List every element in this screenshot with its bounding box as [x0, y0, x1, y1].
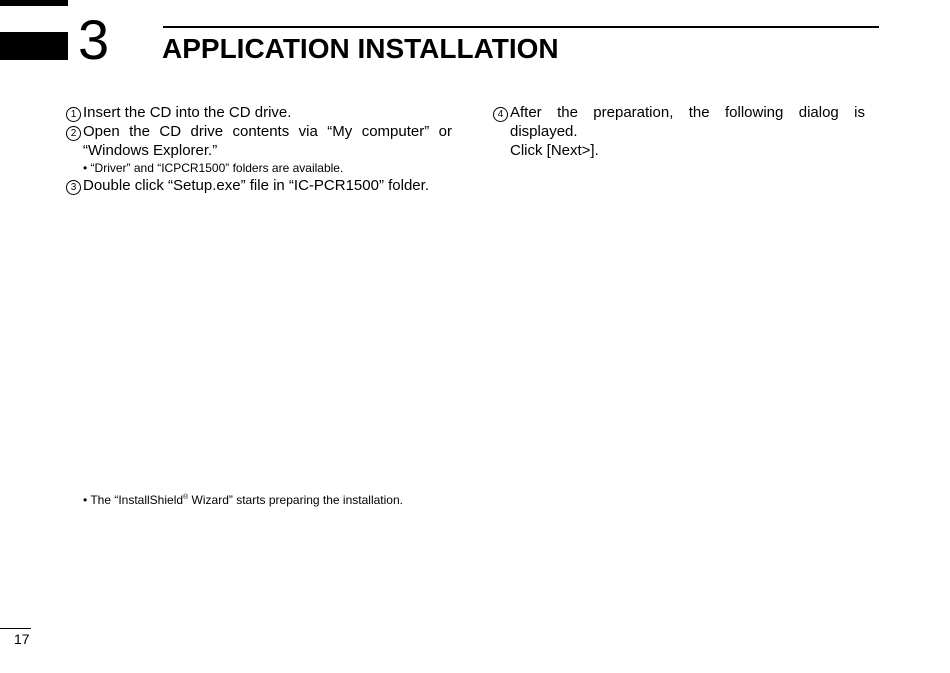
- step-number: 2: [66, 122, 83, 141]
- header-rule: [163, 26, 879, 28]
- step-4: [493, 103, 865, 160]
- left-column: [66, 103, 452, 195]
- footer-rule: [0, 628, 31, 629]
- page-title: APPLICATION INSTALLATION: [162, 33, 559, 64]
- page-number: 17: [14, 631, 30, 647]
- step-text: Insert the CD into the CD drive.: [83, 104, 292, 121]
- step-text: Double click “Setup.exe” file in “IC-PCR1500” folder.: [83, 177, 429, 194]
- right-column: [493, 103, 865, 160]
- step-1: [66, 103, 452, 122]
- step-number: 3: [66, 176, 83, 195]
- chapter-tab-marker: [0, 32, 68, 60]
- chapter-tab-top: [0, 0, 68, 6]
- step-2: [66, 122, 452, 160]
- step-number: 1: [66, 103, 83, 122]
- step-number: 4: [493, 103, 510, 122]
- step-text: After the preparation, the following dialog is displayed. Click [Next>].: [510, 104, 865, 159]
- chapter-number: 3: [78, 8, 110, 71]
- note-folders: • “Driver” and “ICPCR1500” folders are available.: [83, 161, 344, 175]
- note-installshield: • The “InstallShield® Wizard” starts preparing the installation.: [83, 493, 403, 507]
- step-text: Open the CD drive contents via “My computer” or “Windows Explorer.”: [83, 123, 452, 159]
- step-3: [66, 176, 452, 195]
